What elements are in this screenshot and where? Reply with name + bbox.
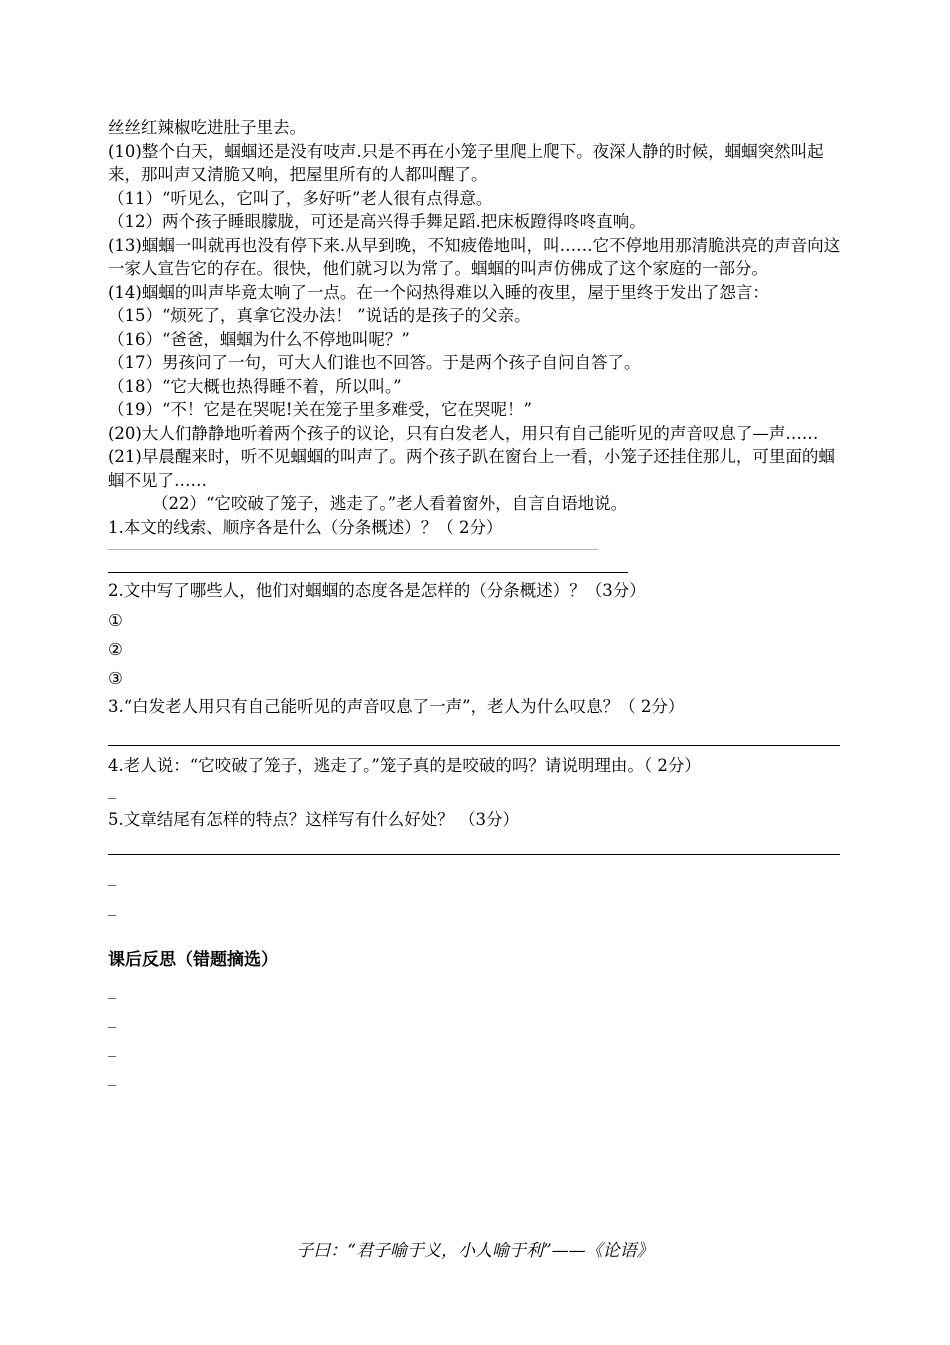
story-line-1: 丝丝红辣椒吃进肚子里去。: [108, 118, 306, 137]
footer-quote: 子曰：“君子喻于义，小人喻于利”——《论语》: [296, 1241, 654, 1261]
reflection-heading: 课后反思（错题摘选）: [108, 949, 278, 970]
story-paragraph-14: (14)蝈蝈的叫声毕竟太响了一点。在一个闷热得难以入睡的夜里，屋于里终于发出了怨言：: [108, 282, 769, 302]
question-3: 3.“白发老人用只有自己能听见的声音叹息了一声”，老人为什么叹息？（ 2分）: [108, 696, 685, 716]
reflection-dash-2: _: [108, 1008, 116, 1028]
story-paragraph-18: （18）“它大概也热得睡不着，所以叫。”: [108, 376, 402, 396]
question-1: 1.本文的线索、顺序各是什么（分条概述）？（ 2分）: [108, 517, 503, 537]
reflection-dash-4: _: [108, 1066, 116, 1086]
answer-dash-4: _: [108, 779, 116, 799]
story-paragraph-19: （19）“不！它是在哭呢!关在笼子里多难受，它在哭呢！”: [108, 400, 532, 419]
reflection-dash-3: _: [108, 1037, 116, 1057]
story-paragraph-13: (13)蝈蝈一叫就再也没有停下来.从早到晚，不知疲倦地叫，叫……它不停地用那清脆洪亮的声音向这一家人宣告它的存在。很快，他们就习以为常了。蝈蝈的叫声仿佛成了这个家庭的一部分。: [108, 235, 841, 278]
story-paragraph-17: （17）男孩问了一句，可大人们谁也不回答。于是两个孩子自问自答了。: [108, 353, 641, 372]
story-paragraph-22: （22）“它咬破了笼子，逃走了。”老人看着窗外，自言自语地说。: [152, 494, 628, 513]
story-paragraph-15: （15）“烦死了，真拿它没办法！ ”说话的是孩子的父亲。: [108, 306, 531, 325]
story-paragraph-12: （12）两个孩子睡眼朦胧，可还是高兴得手舞足蹈.把床板蹬得咚咚直响。: [108, 212, 646, 231]
answer-dash-5b: _: [108, 896, 116, 916]
answer-dash-5a: _: [108, 866, 116, 886]
story-paragraph-21: (21)早晨醒来时，听不见蝈蝈的叫声了。两个孩子趴在窗台上一看，小笼子还挂住那儿，可里面的蝈蝈不见了……: [108, 447, 835, 490]
answer-line-1a: [108, 549, 598, 550]
question-2-item-3: ③: [108, 668, 123, 688]
question-2-item-1: ①: [108, 610, 123, 630]
story-paragraph-20: (20)大人们静静地听着两个孩子的议论，只有白发老人，用只有自己能听见的声音叹息了—声……: [108, 423, 819, 443]
answer-line-1b: [108, 572, 628, 573]
story-paragraph-11: （11）“听见么，它叫了，多好听”老人很有点得意。: [108, 188, 493, 208]
answer-line-5: [108, 854, 840, 855]
question-2-item-2: ②: [108, 639, 123, 659]
document-body: [108, 116, 843, 1085]
question-2: 2.文中写了哪些人，他们对蝈蝈的态度各是怎样的（分条概述）？（3分）: [108, 580, 646, 600]
story-paragraph-10: (10)整个白天，蝈蝈还是没有吱声.只是不再在小笼子里爬上爬下。夜深人静的时候，蝈蝈突然叫起来，那叫声又清脆又响，把屋里所有的人都叫醒了。: [108, 141, 824, 184]
answer-line-3: [108, 745, 840, 746]
reflection-dash-1: _: [108, 979, 116, 999]
question-5: 5.文章结尾有怎样的特点？这样写有什么好处？ （3分）: [108, 809, 519, 829]
story-paragraph-16: （16）“爸爸，蝈蝈为什么不停地叫呢？”: [108, 329, 410, 349]
question-4: 4.老人说：“它咬破了笼子，逃走了。”笼子真的是咬破的吗？请说明理由。（ 2分）: [108, 755, 701, 775]
